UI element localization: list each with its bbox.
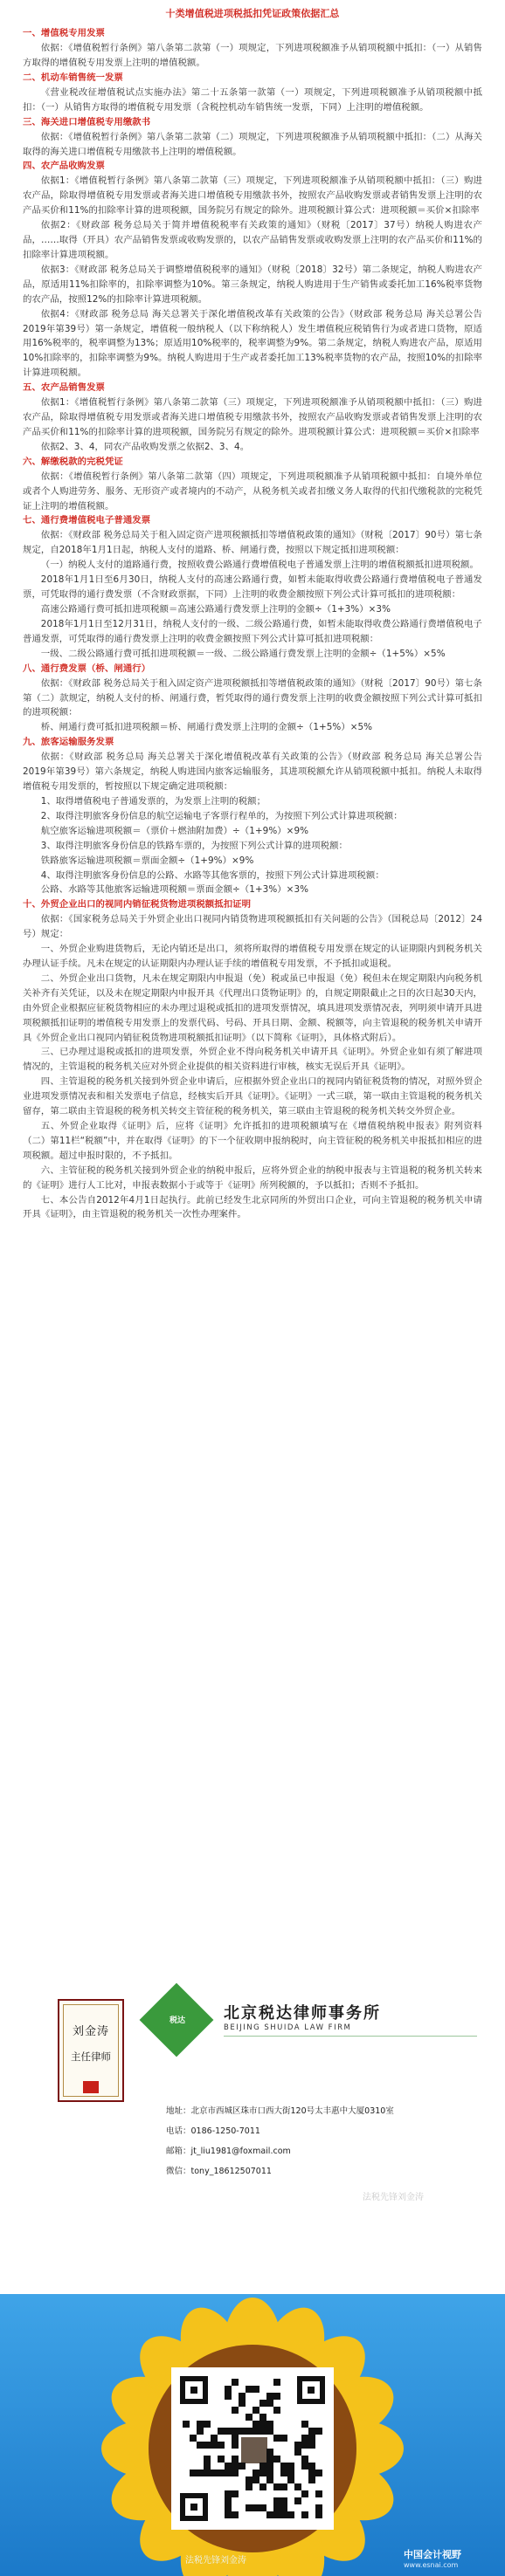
section-paragraph: 依据：《增值税暂行条例》第八条第二款第（一）项规定，下列进项税额准予从销项税额中抵扣：（一）从销售方取得的增值税专用发票上注明的增值税额。 <box>23 43 482 68</box>
qr-module <box>273 2504 280 2511</box>
qr-module <box>218 2456 225 2463</box>
qr-module <box>239 2428 246 2435</box>
section-paragraph: 依据2、3、4，同农产品收购发票之依据2、3、4。 <box>40 441 250 452</box>
section-heading: 二、机动车销售统一发票 <box>23 72 123 83</box>
qr-module <box>259 2504 266 2511</box>
qr-module <box>308 2442 315 2449</box>
firm-name-en: BEIJING SHUIDA LAW FIRM <box>224 2023 352 2032</box>
qr-module <box>252 2421 259 2428</box>
card-watermark: 法税先锋刘金涛 <box>363 2193 424 2202</box>
qr-module <box>280 2463 287 2470</box>
section-paragraph: 三、已办理过退税或抵扣的进项发票，外贸企业不得向税务机关申请开具《证明》。外贸企业如有须了解进项情况的，主管退税的税务机关应对外贸企业提供的相关资料进行审核，核实无误后开具《证明》。 <box>23 1047 482 1073</box>
qr-module <box>246 2414 252 2421</box>
qr-module <box>252 2476 259 2483</box>
qr-module <box>204 2470 211 2476</box>
qr-module <box>266 2476 273 2483</box>
qr-module <box>225 2428 232 2435</box>
qr-module <box>211 2470 218 2476</box>
section-paragraph: 依据：《增值税暂行条例》第八条第二款第（四）项规定，下列进项税额准予从销项税额中抵扣：自境外单位或者个人购进劳务、服务、无形资产或者境内的不动产，从税务机关或者扣缴义务人取得的代扣代缴税款的完税凭证上注明的增值税额。 <box>23 471 482 512</box>
qr-module <box>197 2428 204 2435</box>
section-heading: 六、解缴税款的完税凭证 <box>23 456 123 467</box>
section-paragraph: 一、外贸企业购进货物后，无论内销还是出口，须将所取得的增值税专用发票在规定的认证期限内到税务机关办理认证手续。凡未在规定的认证期限内办理认证手续的增值税专用发票，不予抵扣或退税。 <box>23 944 482 970</box>
section-paragraph: 2、取得注明旅客身份信息的航空运输电子客票行程单的，为按照下列公式计算进项税额： <box>40 810 403 821</box>
qr-module <box>232 2435 239 2442</box>
section-paragraph: 1、取得增值税电子普通发票的，为发票上注明的税额； <box>40 795 266 807</box>
section-paragraph: 2018年1月1日至12月31日，纳税人支付的一级、二级公路通行费，如暂未能取得收费公路通行费增值税电子普通发票，可凭取得的通行费发票上注明的收费金额按照下列公式计算可抵扣进项税额： <box>23 618 482 644</box>
qr-module <box>218 2428 225 2435</box>
qr-banner <box>0 2294 505 2576</box>
qr-module <box>301 2442 308 2449</box>
qr-module <box>294 2449 301 2456</box>
qr-module <box>259 2428 266 2435</box>
section-heading: 八、通行费发票（桥、闸通行） <box>23 663 151 674</box>
section-paragraph: 2018年1月1日至6月30日，纳税人支付的高速公路通行费，如暂未能取得收费公路通行费增值税电子普通发票，可凭取得的通行费发票（不含财政票据，下同）上注明的收费金额按照下列公式计算可抵扣的进项税额： <box>23 574 482 601</box>
contact-address-label: 地址： <box>166 2106 191 2116</box>
contact-wechat-label: 微信： <box>166 2167 191 2176</box>
qr-module <box>266 2428 273 2435</box>
law-firm-card <box>17 1980 489 2294</box>
qr-module <box>183 2421 190 2428</box>
qr-module <box>280 2470 287 2476</box>
qr-module <box>294 2442 301 2449</box>
qr-module <box>266 2421 273 2428</box>
qr-module <box>197 2470 204 2476</box>
qr-module <box>280 2504 287 2511</box>
section-heading: 四、农产品收购发票 <box>23 161 105 172</box>
qr-module <box>259 2421 266 2428</box>
qr-module <box>308 2435 315 2442</box>
qr-module <box>266 2456 273 2463</box>
lawyer-portrait <box>58 1999 124 2102</box>
contact-wechat <box>166 2164 272 2176</box>
section-paragraph: 依据4：《财政部 税务总局 海关总署关于深化增值税改革有关政策的公告》（财政部 税务总局 海关总署公告2019年第39号）第一条规定，增值税一般纳税人（以下称纳税人）发生增值税应税销售行为或者进口货物，原适用16%税率的，税率调整为13%；原适用10%税率的，税率调整为9%。第二条规定，纳税人购进农产品，原适用10%扣除率的，扣除率调整为9%。纳税人购进用于生产或者委托加工13%税率货物的农产品，按照10%的扣除率计算进项税额。 <box>23 308 482 379</box>
qr-module <box>232 2490 239 2497</box>
qr-module <box>266 2400 273 2407</box>
qr-module <box>232 2511 239 2518</box>
seal-stamp-icon <box>83 2081 99 2093</box>
banner-watermark-right: 中国会计视野 <box>404 2549 461 2560</box>
qr-module <box>315 2511 322 2518</box>
portrait-role: 主任律师 <box>71 2050 111 2063</box>
qr-module <box>315 2428 322 2435</box>
contact-address <box>166 2104 394 2116</box>
qr-module <box>308 2428 315 2435</box>
contact-wechat-value[interactable]: tony_18612507011 <box>190 2167 272 2176</box>
qr-module <box>259 2400 266 2407</box>
section-paragraph: 铁路旅客运输进项税额＝票面金额÷（1+9%）×9% <box>40 855 254 866</box>
firm-name: 北京税达律师事务所 <box>224 2004 381 2023</box>
section-paragraph: 二、外贸企业出口货物，凡未在规定期限内申报退（免）税或虽已申报退（免）税但未在规定期限内向税务机关补齐有关凭证，以及未在规定期限内申报开具《代理出口货物证明》的，自规定期限截止之日的次日起30天内，由外贸企业根据应征税货物相应的未办理过退税或抵扣的进项发票情况，填具进项发票情况表，列明须申请开具进项税额抵扣证明的增值税专用发票上的发票代码、号码、开具日期、金额、税额等，向主管退税的税务机关申请开具《外贸企业出口视同内销征税货物进项税额抵扣证明》（以下简称《证明》，具体格式附后）。 <box>23 972 482 1043</box>
contact-email-value[interactable]: jt_liu1981@foxmail.com <box>190 2147 291 2156</box>
section-paragraph: 依据2：《财政部 税务总局关于简并增值税税率有关政策的通知》（财税〔2017〕37号）纳税人购进农产品，……取得（开具）农产品销售发票或收购发票的，以农产品销售发票或收购发票上注明的农产品买价和11%的扣除率计算进项税额。 <box>23 220 482 260</box>
qr-module <box>273 2456 280 2463</box>
qr-module <box>308 2463 315 2470</box>
qr-module <box>232 2456 239 2463</box>
qr-module <box>273 2497 280 2504</box>
section-heading: 九、旅客运输服务发票 <box>23 737 114 748</box>
contact-phone-value[interactable]: 0186-1250-7011 <box>190 2126 260 2136</box>
qr-module <box>190 2435 197 2442</box>
qr-module <box>225 2504 232 2511</box>
section-paragraph: 六、主管征税的税务机关接到外贸企业的纳税申报后，应将外贸企业的纳税申报表与主管退税的税务机关转来的《证明》进行人工比对，申报表数据小于或等于《证明》所列税额的，予以抵扣；否则不予抵扣。 <box>23 1164 482 1191</box>
qr-module <box>225 2463 232 2470</box>
section-paragraph: 4、取得注明旅客身份信息的公路、水路等其他客票的，按照下列公式计算进项税额： <box>40 869 384 881</box>
qr-module <box>259 2483 266 2490</box>
qr-module <box>266 2393 273 2400</box>
qr-module <box>197 2442 204 2449</box>
section-paragraph: 航空旅客运输进项税额＝（票价＋燃油附加费）÷（1+9%）×9% <box>40 825 309 836</box>
contact-email <box>166 2144 291 2156</box>
qr-module <box>259 2470 266 2476</box>
contact-email-label: 邮箱： <box>166 2147 191 2156</box>
document-body <box>23 26 482 1222</box>
qr-module <box>301 2463 308 2470</box>
qr-module <box>190 2470 197 2476</box>
qr-module <box>280 2511 287 2518</box>
qr-module <box>308 2470 315 2476</box>
qr-module <box>246 2386 252 2393</box>
qr-module <box>280 2483 287 2490</box>
qr-module <box>301 2435 308 2442</box>
qr-module <box>204 2463 211 2470</box>
section-paragraph: 3、取得注明旅客身份信息的铁路车票的，为按照下列公式计算的进项税额： <box>40 840 348 851</box>
section-paragraph: 桥、闸通行费可抵扣进项税额＝桥、闸通行费发票上注明的金额÷（1+5%）×5% <box>40 722 373 733</box>
document-title: 十类增值税进项税抵扣凭证政策依据汇总 <box>165 8 340 19</box>
section-paragraph: 高速公路通行费可抵扣进项税额＝高速公路通行费发票上注明的金额÷（1+3%）×3% <box>40 604 391 615</box>
portrait-name: 刘金涛 <box>72 2025 109 2038</box>
qr-module <box>218 2442 225 2449</box>
qr-module <box>204 2442 211 2449</box>
qr-module <box>204 2456 211 2463</box>
section-paragraph: 依据：《财政部 税务总局关于租入固定资产进项税额抵扣等增值税政策的通知》（财税〔2017〕90号）第七条规定，自2018年1月1日起，纳税人支付的道路、桥、闸通行费，按照以下规定抵扣进项税额： <box>23 530 482 556</box>
section-paragraph: 四、主管退税的税务机关接到外贸企业申请后，应根据外贸企业出口的视同内销征税货物的情况，对照外贸企业进项发票情况表和相关发票电子信息，经核实后开具《证明》。《证明》一式三联，第一联由主管退税的税务机关留存，第二联由主管退税的税务机关转交主管征税的税务机关，第三联由主管退税的税务机关转交外贸企业。 <box>23 1076 482 1117</box>
section-paragraph: 依据1：《增值税暂行条例》第八条第二款第（三）项规定，下列进项税额准予从销项税额中抵扣：（三）购进农产品，除取得增值税专用发票或者海关进口增值税专用缴款书外，按照农产品收购发票或者销售发票上注明的农产品买价和11%的扣除率计算的进项税额，国务院另有规定的除外。进项税额计算公式：进项税额＝买价×扣除率 <box>23 175 482 216</box>
qr-avatar <box>239 2435 269 2465</box>
section-paragraph: 依据：《财政部 税务总局 海关总署关于深化增值税改革有关政策的公告》（财政部 税务总局 海关总署公告2019年第39号）第六条规定，纳税人购进国内旅客运输服务，其进项税额允许从销项税额中抵扣。纳税人未取得增值税专用发票的，暂按照以下规定确定进项税额： <box>23 752 482 793</box>
qr-module <box>232 2428 239 2435</box>
qr-module <box>225 2490 232 2497</box>
qr-module <box>239 2400 246 2407</box>
qr-module <box>225 2497 232 2504</box>
qr-module <box>218 2470 225 2476</box>
qr-module <box>287 2511 294 2518</box>
qr-module <box>246 2476 252 2483</box>
qr-module <box>246 2483 252 2490</box>
qr-module <box>301 2421 308 2428</box>
qr-module <box>301 2490 308 2497</box>
qr-module <box>252 2470 259 2476</box>
qr-module <box>266 2463 273 2470</box>
qr-module <box>315 2504 322 2511</box>
qr-module <box>246 2428 252 2435</box>
section-paragraph: 七、本公告自2012年4月1日起执行。此前已经发生北京同所的外贸出口企业，可向主管退税的税务机关申请开具《证明》，由主管退税的税务机关一次性办理案件。 <box>23 1194 482 1220</box>
section-paragraph: 依据：《国家税务总局关于外贸企业出口视同内销货物进项税额抵扣有关问题的公告》（国税总局〔2012〕24号）规定： <box>23 914 482 940</box>
qr-module <box>287 2470 294 2476</box>
banner-watermark-left: 法税先锋刘金涛 <box>185 2556 246 2566</box>
qr-module <box>273 2511 280 2518</box>
qr-module <box>252 2504 259 2511</box>
section-heading: 三、海关进口增值税专用缴款书 <box>23 116 151 127</box>
qr-module <box>211 2435 218 2442</box>
qr-module <box>232 2407 239 2414</box>
qr-module <box>239 2393 246 2400</box>
qr-module <box>259 2463 266 2470</box>
qr-module <box>252 2386 259 2393</box>
qr-module <box>273 2379 280 2386</box>
qr-module <box>294 2483 301 2490</box>
firm-logo-text: 税达 <box>169 2016 185 2025</box>
qr-module <box>232 2379 239 2386</box>
qr-module <box>225 2511 232 2518</box>
wechat-qr-code[interactable] <box>171 2367 334 2530</box>
contact-phone-label: 电话： <box>166 2126 191 2136</box>
qr-finder-bottom-left <box>180 2493 208 2521</box>
contact-phone <box>166 2124 260 2136</box>
firm-divider <box>224 2036 477 2037</box>
qr-module <box>232 2470 239 2476</box>
section-paragraph: 依据：《增值税暂行条例》第八条第二款第（二）项规定，下列进项税额准予从销项税额中抵扣：（二）从海关取得的海关进口增值税专用缴款书上注明的增值税额。 <box>23 131 482 157</box>
qr-module <box>280 2435 287 2442</box>
qr-module <box>266 2511 273 2518</box>
qr-module <box>301 2511 308 2518</box>
section-heading: 一、增值税专用发票 <box>23 28 105 38</box>
section-paragraph: 一级、二级公路通行费可抵扣进项税额＝一级、二级公路通行费发票上注明的金额÷（1+5%）×5% <box>40 648 446 659</box>
section-paragraph: 公路、水路等其他旅客运输进项税额＝票面金额÷（1+3%）×3% <box>40 884 309 896</box>
section-heading: 五、农产品销售发票 <box>23 382 105 394</box>
qr-module <box>301 2456 308 2463</box>
qr-module <box>197 2421 204 2428</box>
qr-module <box>239 2463 246 2470</box>
section-paragraph: （一）纳税人支付的道路通行费，按照收费公路通行费增值税电子普通发票上注明的增值税额抵扣进项税额。 <box>40 560 479 571</box>
qr-module <box>204 2421 211 2428</box>
section-paragraph: 依据3：《财政部 税务总局关于调整增值税税率的通知》（财税〔2018〕32号）第二条规定，纳税人购进农产品，原适用11%扣除率的，扣除率调整为10%。第三条规定，纳税人购进用于生产销售或委托加工16%税率货物的农产品，按照12%的扣除率计算进项税额。 <box>23 264 482 305</box>
section-paragraph: 依据1：《增值税暂行条例》第八条第二款第（三）项规定，下列进项税额准予从销项税额中抵扣：（三）购进农产品，除取得增值税专用发票或者海关进口增值税专用缴款书外，按照农产品收购发票或者销售发票上注明的农产品买价和11%的扣除率计算的进项税额，国务院另有规定的除外。进项税额计算公式：进项税额＝买价×扣除率 <box>23 397 482 437</box>
qr-module <box>287 2463 294 2470</box>
banner-watermark-url: www.esnai.com <box>404 2561 459 2569</box>
qr-module <box>252 2407 259 2414</box>
section-paragraph: 五、外贸企业取得《证明》后，应将《证明》允许抵扣的进项税额填写在《增值税纳税申报表》附列资料（二）第11栏“税额”中，并在取得《证明》的下一个征收期申报纳税时，向主管征税的税务机关申报抵扣相应的进项税额。超过申报时限的，不予抵扣。 <box>23 1121 482 1161</box>
qr-module <box>211 2442 218 2449</box>
qr-module <box>246 2504 252 2511</box>
qr-module <box>266 2470 273 2476</box>
section-heading: 十、外贸企业出口的视同内销征税货物进项税额抵扣证明 <box>23 899 252 910</box>
qr-module <box>252 2428 259 2435</box>
qr-module <box>225 2470 232 2476</box>
policy-document <box>23 5 482 1964</box>
qr-module <box>273 2407 280 2414</box>
qr-module <box>287 2476 294 2483</box>
qr-module <box>315 2490 322 2497</box>
qr-module <box>273 2393 280 2400</box>
qr-module <box>308 2476 315 2483</box>
qr-module <box>225 2393 232 2400</box>
contact-address-value[interactable]: 北京市西城区珠市口西大街120号太丰惠中大厦0310室 <box>190 2106 394 2116</box>
section-paragraph: 《营业税改征增值税试点实施办法》第二十五条第一款第（一）项规定，下列进项税额准予从销项税额中抵扣：（一）从销售方取得的增值税专用发票（含税控机动车销售统一发票，下同）上注明的增值税额。 <box>23 86 482 113</box>
qr-module <box>266 2449 273 2456</box>
section-paragraph: 依据：《财政部 税务总局关于租入固定资产进项税额抵扣等增值税政策的通知》（财税〔2017〕90号）第七条第（二）款规定，纳税人支付的桥、闸通行费，暂凭取得的通行费发票上注明的收费金额按照下列公式计算可抵扣的进项税额： <box>23 677 482 718</box>
qr-module <box>315 2470 322 2476</box>
qr-module <box>280 2497 287 2504</box>
qr-finder-top-right <box>297 2376 325 2404</box>
qr-module <box>232 2463 239 2470</box>
qr-finder-top-left <box>180 2376 208 2404</box>
section-heading: 七、通行费增值税电子普通发票 <box>23 515 151 526</box>
qr-module <box>225 2386 232 2393</box>
qr-module <box>259 2414 266 2421</box>
qr-module <box>232 2442 239 2449</box>
qr-module <box>294 2497 301 2504</box>
qr-module <box>273 2483 280 2490</box>
qr-module <box>273 2435 280 2442</box>
